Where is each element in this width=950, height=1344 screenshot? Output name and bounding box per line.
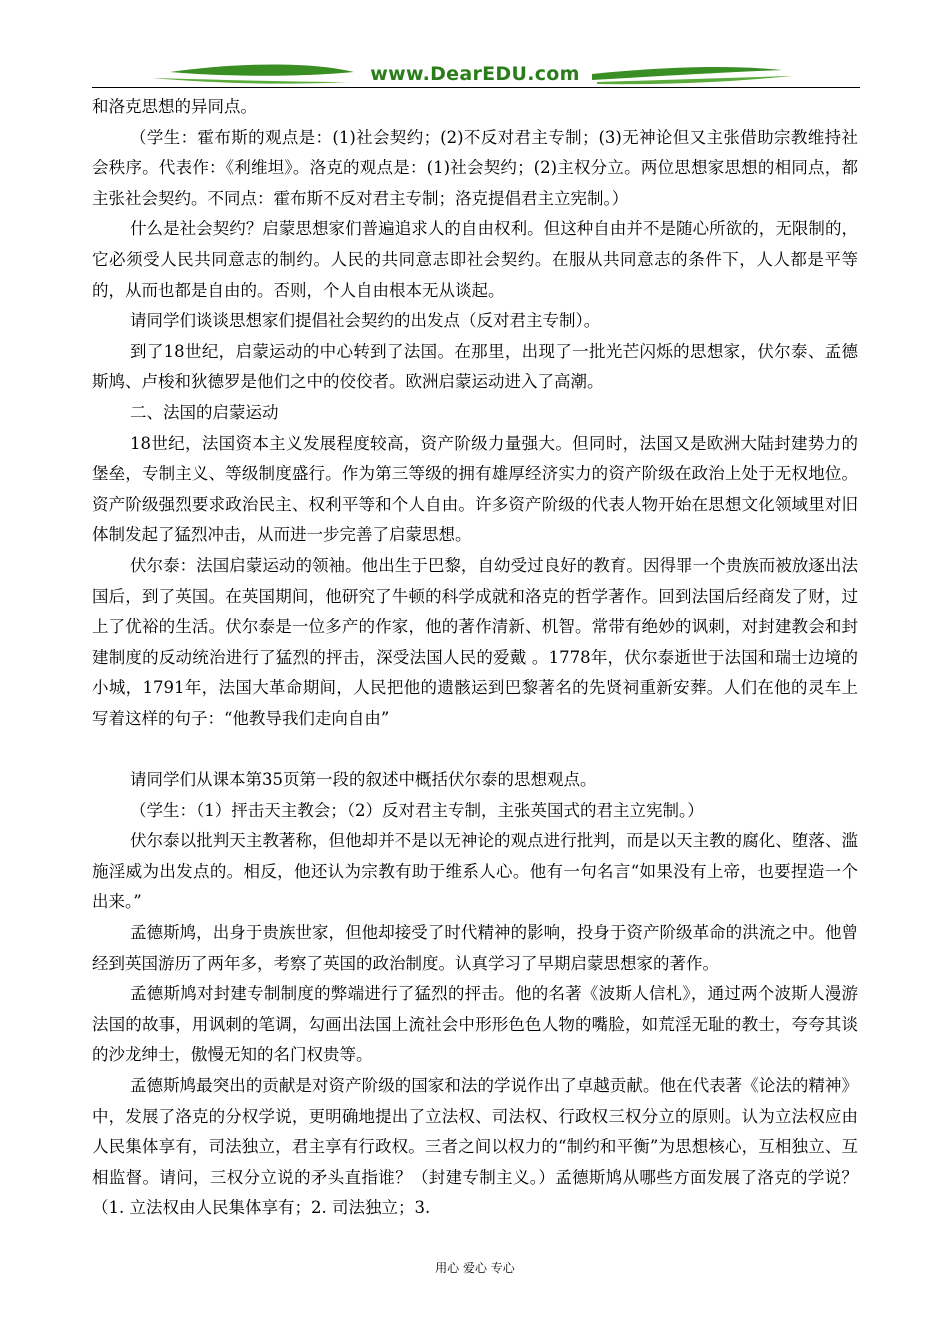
paragraph: 18世纪，法国资本主义发展程度较高，资产阶级力量强大。但同时，法国又是欧洲大陆封建势力的堡垒，专制主义、等级制度盛行。作为第三等级的拥有雄厚经济实力的资产阶级在政治上处于无权地位。资产阶级强烈要求政治民主、权利平等和个人自由。许多资产阶级的代表人物开始在思想文化领域里对旧体制发起了猛烈冲击，从而进一步完善了启蒙思想。	[92, 433, 858, 545]
blank-line	[92, 734, 858, 765]
paragraph: （学生：霍布斯的观点是：(1)社会契约；(2)不反对君主专制；(3)无神论但又主张借助宗教维持社会秩序。代表作：《利维坦》。洛克的观点是：(1)社会契约；(2)主权分立。两位思想家思想的相同点，都主张社会契约。不同点：霍布斯不反对君主专制；洛克提倡君主立宪制。）	[92, 127, 858, 208]
paragraph: 孟德斯鸠最突出的贡献是对资产阶级的国家和法的学说作出了卓越贡献。他在代表著《论法的精神》中，发展了洛克的分权学说，更明确地提出了立法权、司法权、行政权三权分立的原则。认为立法权应由人民集体享有，司法独立，君主享有行政权。三者之间以权力的“制约和平衡”为思想核心，互相独立、互相监督。请问，三权分立说的矛头直指谁？（封建专制主义。）孟德斯鸠从哪些方面发展了洛克的学说？（1. 立法权由人民集体享有；2. 司法独立；3.	[92, 1076, 858, 1218]
document-body	[92, 92, 858, 1224]
paragraph: 请同学们谈谈思想家们提倡社会契约的出发点（反对君主专制）。	[130, 311, 601, 331]
paragraph: 孟德斯鸠对封建专制制度的弊端进行了猛烈的抨击。他的名著《波斯人信札》，通过两个波斯人漫游法国的故事，用讽刺的笔调，勾画出法国上流社会中形形色色人物的嘴脸，如荒淫无耻的教士，夸夸其谈的沙龙绅士，傲慢无知的名门权贵等。	[92, 984, 858, 1065]
section-heading: 二、法国的启蒙运动	[130, 402, 279, 422]
paragraph: 请同学们从课本第35页第一段的叙述中概括伏尔泰的思想观点。	[130, 770, 597, 790]
paragraph: 伏尔泰：法国启蒙运动的领袖。他出生于巴黎，自幼受过良好的教育。因得罪一个贵族而被放逐出法国后，到了英国。在英国期间，他研究了牛顿的科学成就和洛克的哲学著作。回到法国后经商发了财，过上了优裕的生活。伏尔泰是一位多产的作家，他的著作清新、机智。常带有绝妙的讽刺，对封建教会和封建制度的反动统治进行了猛烈的抨击，深受法国人民的爱戴 。1778年，伏尔泰逝世于法国和瑞士边境的小城，1791年，法国大革命期间，人民把他的遗骸运到巴黎著名的先贤祠重新安葬。人们在他的灵车上写着这样的句子：“他教导我们走向自由”	[92, 555, 858, 728]
paragraph: 孟德斯鸠，出身于贵族世家，但他却接受了时代精神的影响，投身于资产阶级革命的洪流之中。他曾经到英国游历了两年多，考察了英国的政治制度。认真学习了早期启蒙思想家的著作。	[92, 923, 858, 973]
paragraph: 和洛克思想的异同点。	[92, 97, 257, 116]
header-rule	[92, 87, 860, 88]
paragraph: （学生：（1）抨击天主教会；（2）反对君主专制，主张英国式的君主立宪制。）	[130, 800, 704, 820]
paragraph: 什么是社会契约？启蒙思想家们普遍追求人的自由权利。但这种自由并不是随心所欲的，无限制的，它必须受人民共同意志的制约。人民的共同意志即社会契约。在服从共同意志的条件下，人人都是平等的，从而也都是自由的。否则，个人自由根本无从谈起。	[92, 219, 858, 300]
site-logo-text: www.DearEDU.com	[370, 63, 580, 85]
paragraph: 伏尔泰以批判天主教著称，但他却并不是以无神论的观点进行批判，而是以天主教的腐化、堕落、滥施淫威为出发点的。相反，他还认为宗教有助于维系人心。他有一句名言“如果没有上帝，也要捏造一个出来。”	[92, 831, 858, 912]
page-footer: 用心 爱心 专心	[435, 1261, 515, 1275]
paragraph: 到了18世纪，启蒙运动的中心转到了法国。在那里，出现了一批光芒闪烁的思想家，伏尔泰、孟德斯鸠、卢梭和狄德罗是他们之中的佼佼者。欧洲启蒙运动进入了高潮。	[92, 341, 858, 392]
